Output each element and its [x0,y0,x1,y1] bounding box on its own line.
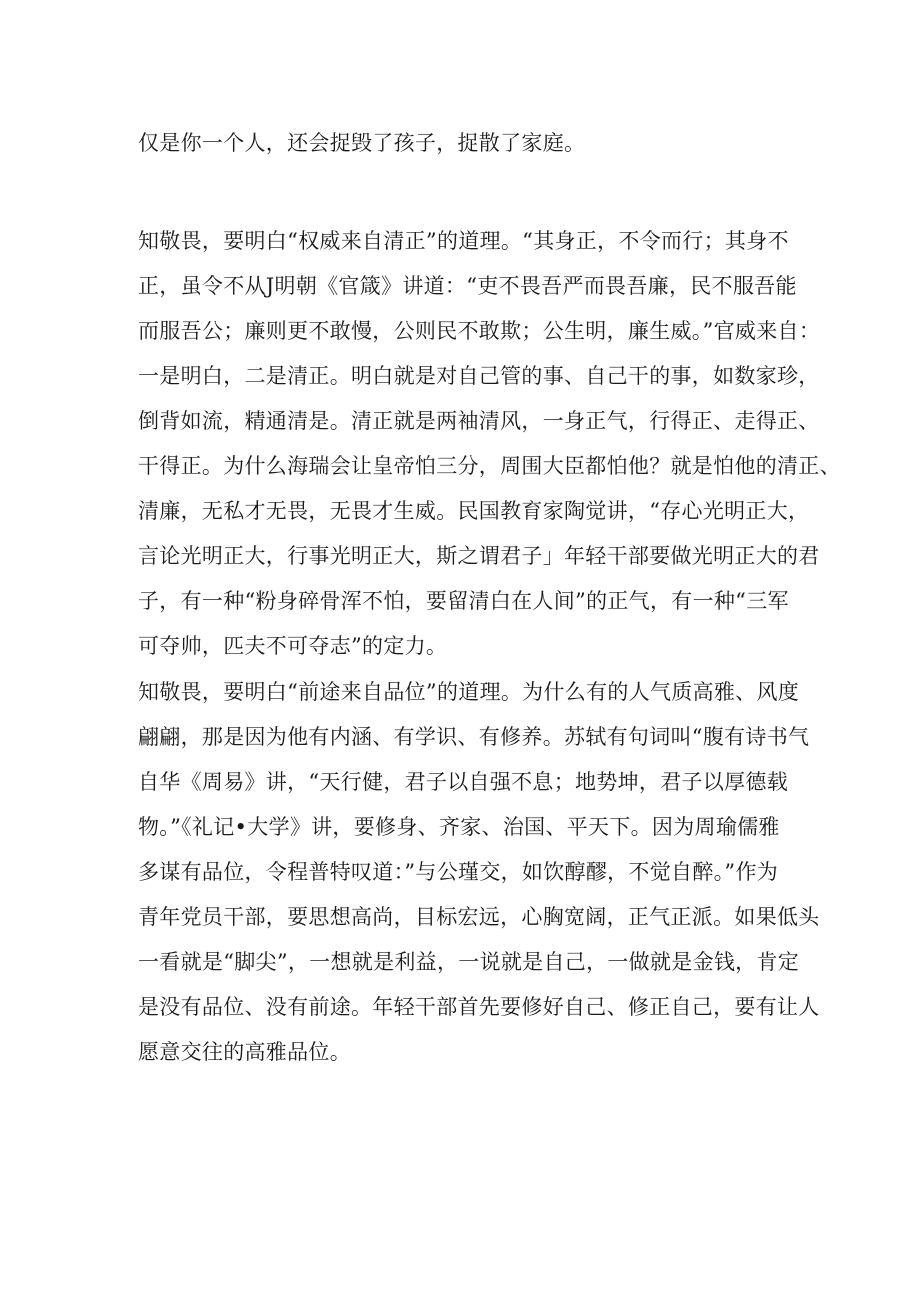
text-line: 青年党员干部，要思想高尚，目标宏远，心胸宽阔，正气正派。如果低头 [138,905,820,929]
text-line: 知敬畏，要明白“前途来自品位”的道理。为什么有的人气质高雅、风度 [138,680,800,704]
text-line: 言论光明正大，行事光明正大，斯之谓君子」年轻干部要做光明正大的君 [138,544,820,568]
text-line: 倒背如流，精通清是。清正就是两袖清风，一身正气，行得正、走得正、 [138,409,820,433]
text-line: 是没有品位、没有前途。年轻干部首先要修好自己、修正自己，要有让人 [138,995,820,1019]
text-line: 正，虽令不从J明朝《官箴》讲道：“吏不畏吾严而畏吾廉，民不服吾能 [138,274,797,298]
text-line: 可夺帅，匹夫不可夺志”的定力。 [138,634,448,658]
text-line: 而服吾公；廉则更不敢慢，公则民不敢欺；公生明，廉生威。”官威来自： [138,319,821,343]
text-line: 物。”《礼记•大学》讲，要修身、齐家、治国、平天下。因为周瑜儒雅 [138,815,780,839]
text-line: 干得正。为什么海瑞会让皇帝怕三分，周围大臣都怕他？就是怕他的清正、 [138,454,841,478]
text-line: 一看就是“脚尖”，一想就是利益，一说就是自己，一做就是金钱，肯定 [138,950,800,974]
text-line: 清廉，无私才无畏，无畏才生威。民国教育家陶觉讲，“存心光明正大， [138,499,810,523]
text-line: 愿意交往的高雅品位。 [138,1040,351,1064]
text-line: 自华《周易》讲，“天行健，君子以自强不息；地势坤，君子以厚德载 [138,770,789,794]
text-line: 仅是你一个人，还会捉毁了孩子，捉散了家庭。 [138,131,586,155]
text-line: 知敬畏，要明白“权威来自清正”的道理。“其身正，不令而行；其身不 [138,229,789,253]
text-line: 子，有一种“粉身碎骨浑不怕，要留清白在人间”的正气，有一种“三军 [138,589,789,613]
text-line: 翩翩，那是因为他有内涵、有学识、有修养。苏轼有句词叫“腹有诗书气 [138,725,810,749]
text-line: 一是明白，二是清正。明白就是对自己管的事、自己干的事，如数家珍， [138,364,820,388]
text-line: 多谋有品位，令程普特叹道：”与公瑾交，如饮醇醪，不觉自醉。”作为 [138,860,779,884]
